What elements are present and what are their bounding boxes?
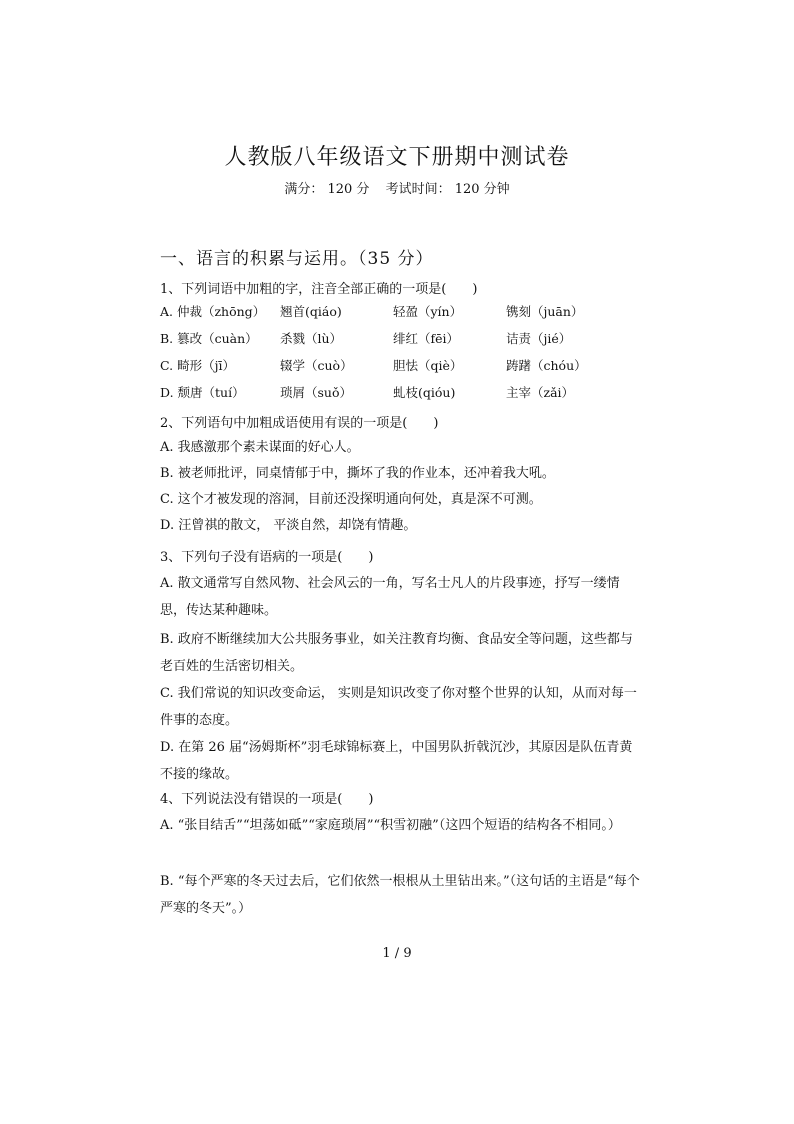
option-item: 镌刻（juān） bbox=[506, 304, 584, 319]
option-row bbox=[160, 352, 640, 379]
question-3-option-c: C. 我们常说的知识改变命运， 实则是知识改变了你对整个世界的认知，从而对每一件事的态度。 bbox=[160, 686, 637, 728]
question-3-option-d: D. 在第 26 届“汤姆斯杯”羽毛球锦标赛上，中国男队折戟沉沙，其原因是队伍青黄不接的缘故。 bbox=[160, 740, 633, 782]
question-2-stem: 2、下列语句中加粗成语使用有误的一项是( ) bbox=[160, 416, 439, 431]
section-heading: 一、语言的积累与运用。（35 分） bbox=[160, 249, 434, 269]
question-2-option-b: B. 被老师批评，同桌情郁于中，撕坏了我的作业本，还冲着我大吼。 bbox=[160, 466, 555, 481]
question-3-option-b: B. 政府不断继续加大公共服务事业，如关注教育均衡、食品安全等问题，这些都与老百姓的生活密切相关。 bbox=[160, 632, 633, 674]
option-item: 绯红（fēi） bbox=[393, 331, 460, 346]
time-info: 考试时间： 120 分钟 bbox=[385, 182, 510, 197]
option-item: 翘首(qiáo) bbox=[280, 304, 342, 319]
question-2-option-a: A. 我感激那个素未谋面的好心人。 bbox=[160, 440, 360, 455]
option-item: 主宰（zǎi） bbox=[506, 385, 575, 400]
option-item: 踌躇（chóu） bbox=[506, 358, 587, 373]
question-3-stem: 3、下列句子没有语病的一项是( ) bbox=[160, 550, 374, 565]
question-1-stem: 1、下列词语中加粗的字，注音全部正确的一项是( ) bbox=[160, 282, 478, 297]
option-item: 胆怯（qiè） bbox=[393, 358, 463, 373]
score-info: 满分： 120 分 bbox=[284, 182, 370, 197]
option-row bbox=[160, 379, 640, 406]
question-3-option-a: A. 散文通常写自然风物、社会风云的一角，写名士凡人的片段事迹，抒写一缕情思，传达某种趣味。 bbox=[160, 576, 620, 618]
question-4-option-b: B. “每个严寒的冬天过去后，它们依然一根根从土里钻出来。”（这句话的主语是“每个严寒的冬天”。） bbox=[160, 874, 640, 916]
option-item: 杀戮（lù） bbox=[280, 331, 343, 346]
option-item: B. 篡改（cuàn） bbox=[160, 331, 258, 346]
question-2-option-c: C. 这个才被发现的溶洞，目前还没探明通向何处，真是深不可测。 bbox=[160, 492, 542, 507]
option-row bbox=[160, 325, 640, 352]
option-row bbox=[160, 298, 640, 325]
question-1-options bbox=[160, 298, 640, 406]
option-item: C. 畸形（jī） bbox=[160, 358, 235, 373]
page-number: 1 / 9 bbox=[382, 946, 412, 961]
question-2-option-d: D. 汪曾祺的散文， 平淡自然，却饶有情趣。 bbox=[160, 518, 417, 533]
option-item: 诘责（jié） bbox=[506, 331, 572, 346]
option-item: 虬枝(qióu) bbox=[393, 385, 456, 400]
option-item: 轻盈（yín） bbox=[393, 304, 463, 319]
option-item: 琐屑（suǒ） bbox=[280, 385, 352, 400]
question-4-option-a: A. “张目结舌”“坦荡如砥”“家庭琐屑”“积雪初融”（这四个短语的结构各不相同。） bbox=[160, 818, 621, 833]
page-title: 人教版八年级语文下册期中测试卷 bbox=[224, 145, 570, 170]
option-item: A. 仲裁（zhōng） bbox=[160, 304, 266, 319]
exam-info bbox=[0, 178, 794, 197]
option-item: 辍学（cuò） bbox=[280, 358, 353, 373]
question-4-stem: 4、下列说法没有错误的一项是( ) bbox=[160, 792, 374, 807]
option-item: D. 颓唐（tuí） bbox=[160, 385, 245, 400]
